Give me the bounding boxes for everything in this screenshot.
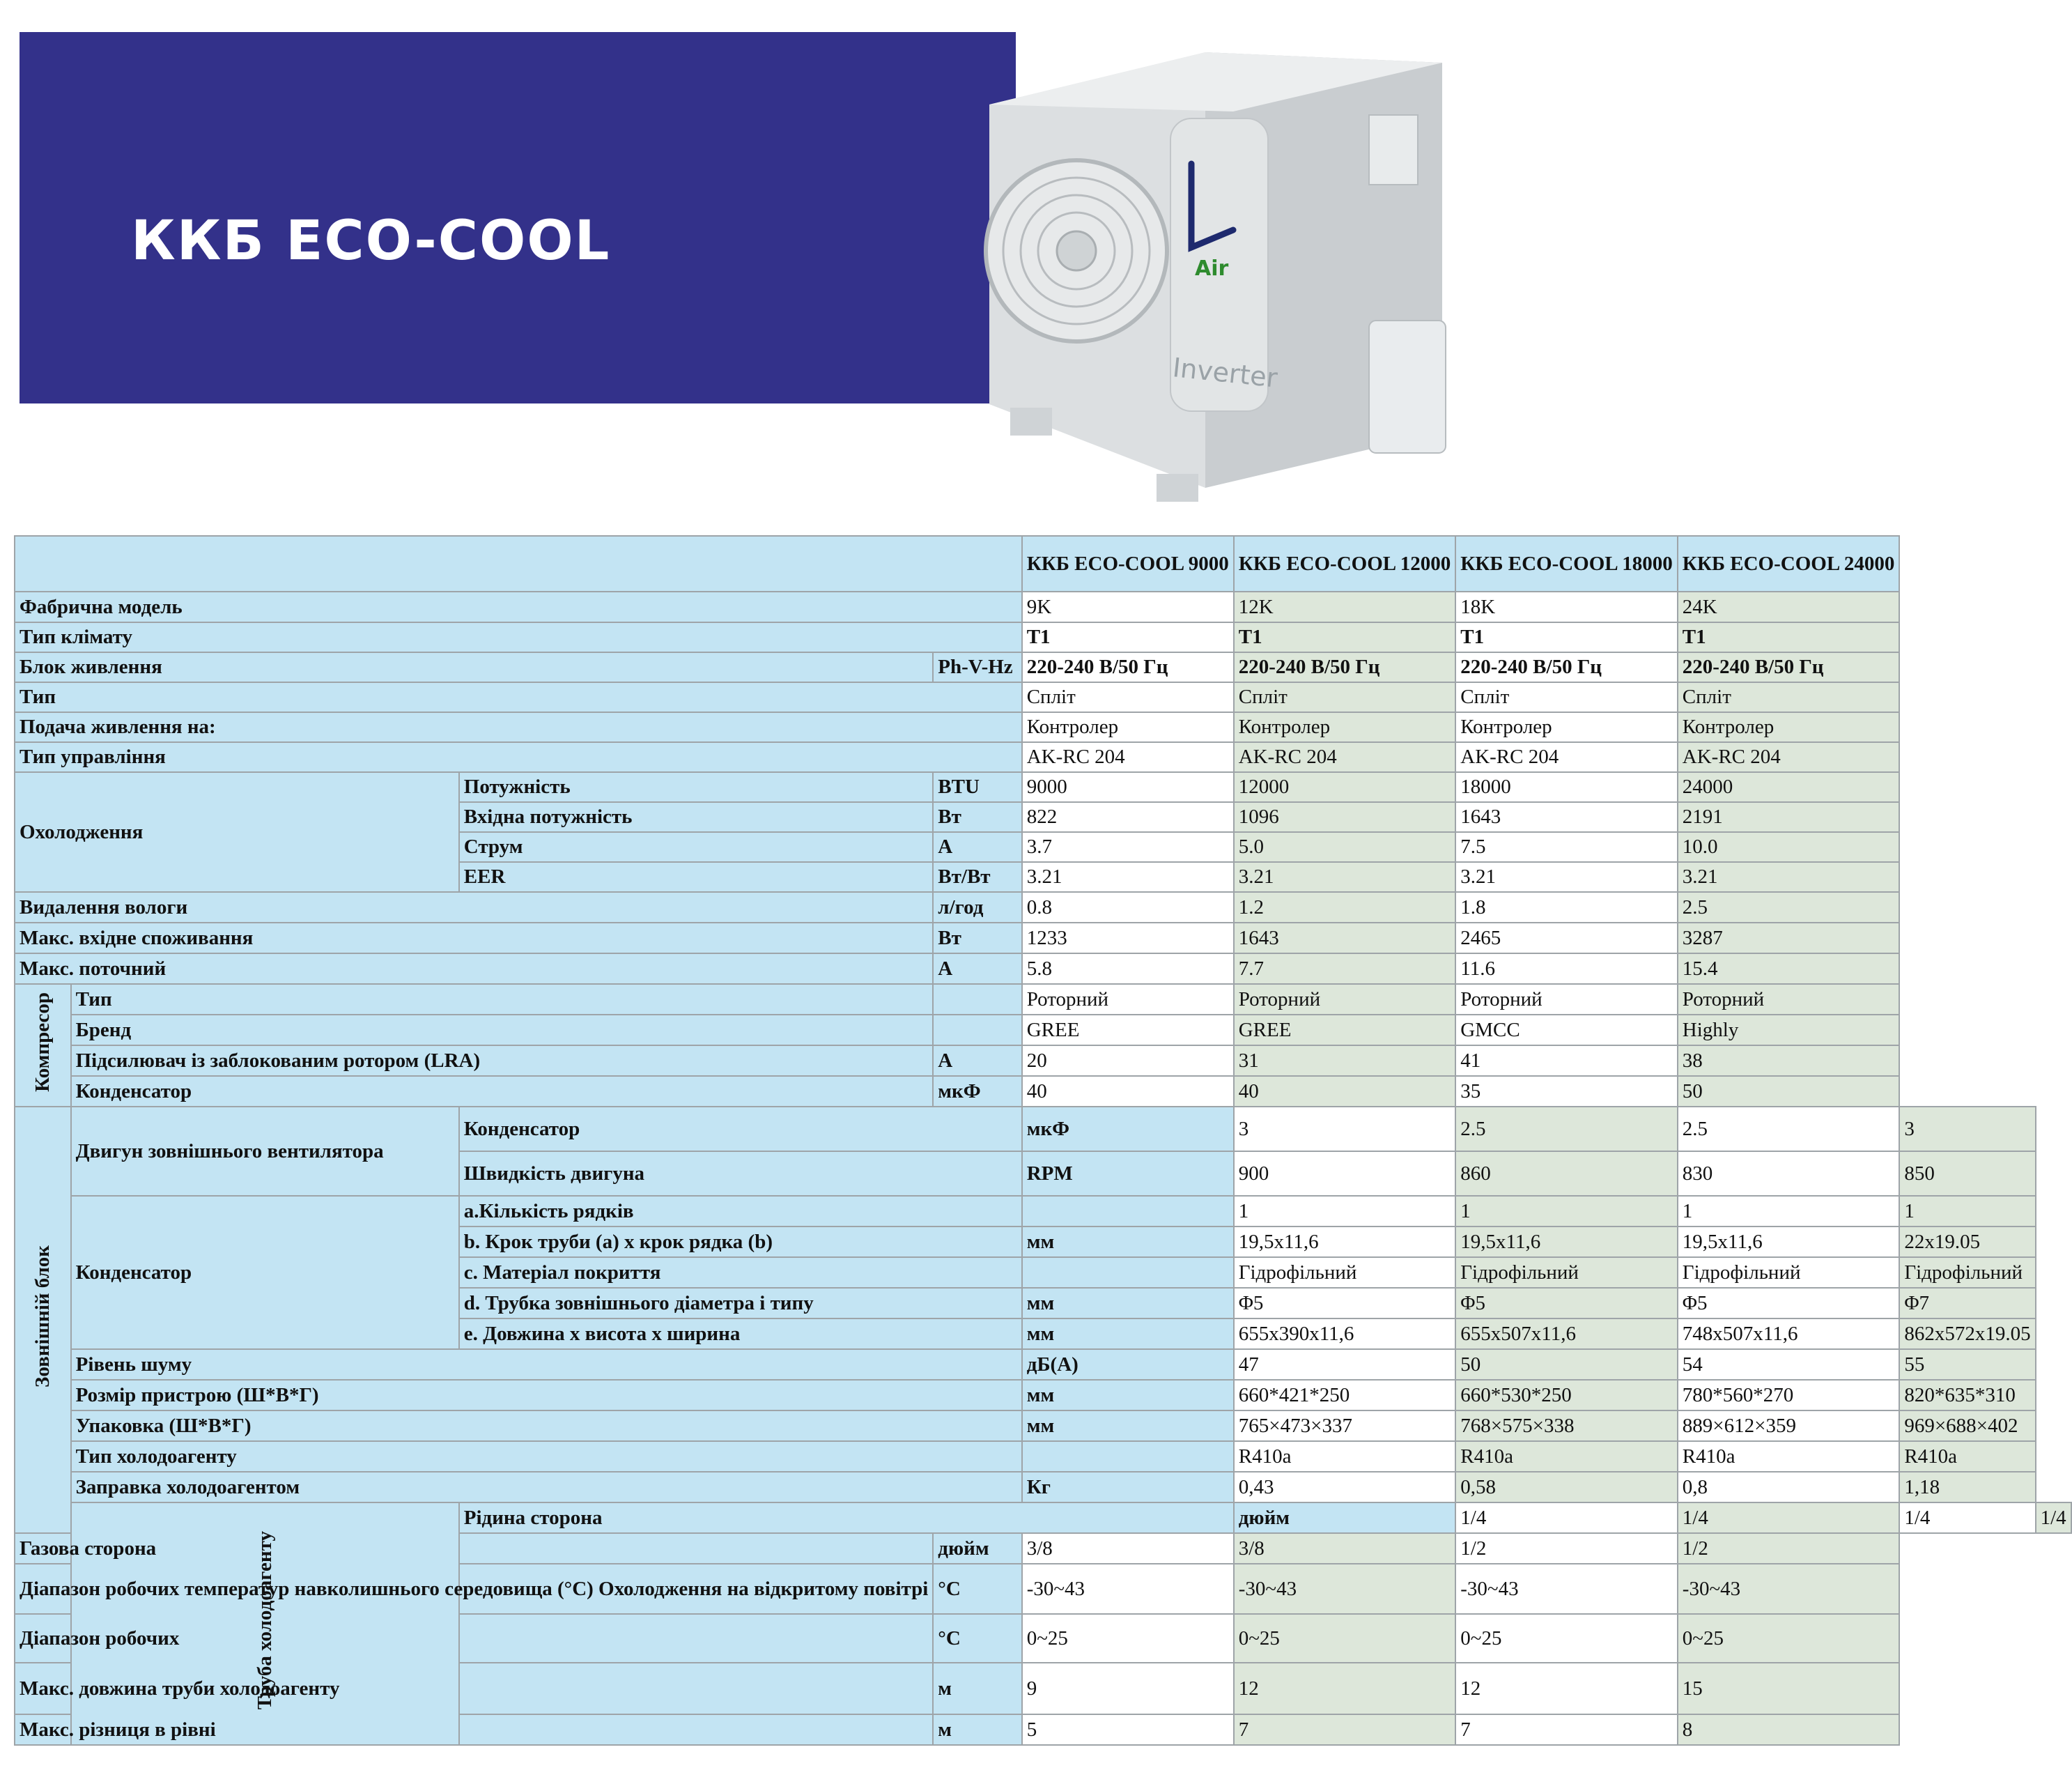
value-cell: 40 (1234, 1076, 1456, 1107)
value-cell: Гідрофільний (1455, 1257, 1678, 1288)
value-cell: 860 (1455, 1151, 1678, 1196)
unit-cell: дюйм (1234, 1502, 1456, 1533)
unit-cell: RPM (1022, 1151, 1234, 1196)
value-cell: 220-240 В/50 Гц (1455, 652, 1678, 682)
value-cell: 969×688×402 (1899, 1410, 2035, 1441)
value-cell: 1 (1899, 1196, 2035, 1226)
value-cell: 50 (1678, 1076, 1900, 1107)
value-cell: 1/4 (2036, 1502, 2071, 1533)
unit-cell (933, 984, 1021, 1015)
value-cell: Контролер (1455, 712, 1678, 742)
value-cell: 1 (1455, 1196, 1678, 1226)
row-label: Макс. різниця в рівні (15, 1714, 933, 1745)
group-label: Конденсатор (71, 1196, 459, 1349)
unit-cell: Вт (933, 802, 1021, 832)
value-cell: 220-240 В/50 Гц (1678, 652, 1900, 682)
value-cell: AK-RC 204 (1234, 742, 1456, 772)
row-label: Вхідна потужність (459, 802, 934, 832)
value-cell: 850 (1899, 1151, 2035, 1196)
group-cell (15, 984, 71, 1107)
value-cell: 1 (1678, 1196, 1900, 1226)
row-label: Рівень шуму (71, 1349, 1022, 1380)
unit-cell: мм (1022, 1226, 1234, 1257)
value-cell: GREE (1022, 1015, 1234, 1045)
row-label: Упаковка (Ш*В*Г) (71, 1410, 1022, 1441)
value-cell: Спліт (1022, 682, 1234, 712)
value-cell: 35 (1455, 1076, 1678, 1107)
value-cell: Φ5 (1455, 1288, 1678, 1318)
unit-foot-right (1157, 474, 1198, 502)
value-cell: T1 (1022, 622, 1234, 652)
value-cell: AK-RC 204 (1455, 742, 1678, 772)
row-label: Тип управління (15, 742, 1022, 772)
unit-cell: Вт/Вт (933, 862, 1021, 892)
group-label-vertical: Компресор (31, 992, 54, 1092)
table-row (15, 592, 2071, 622)
value-cell: Гідрофільний (1899, 1257, 2035, 1288)
value-cell: 2191 (1678, 802, 1900, 832)
table-row (15, 923, 2071, 953)
value-cell: 1.2 (1234, 892, 1456, 923)
header-blank-cell (15, 536, 1022, 592)
row-label: Струм (459, 832, 934, 862)
value-cell: 3.21 (1022, 862, 1234, 892)
table-row (15, 1714, 2071, 1745)
value-cell: 15.4 (1678, 953, 1900, 984)
table-row (15, 1045, 2071, 1076)
value-cell: 3 (1899, 1107, 2035, 1151)
column-header: ККБ ECO-COOL 9000 (1022, 536, 1234, 592)
unit-cell: м (933, 1663, 1021, 1714)
value-cell: 1/4 (1678, 1502, 1900, 1533)
unit-cell: мм (1022, 1288, 1234, 1318)
value-cell: 12 (1234, 1663, 1456, 1714)
value-cell: 5.0 (1234, 832, 1456, 862)
value-cell: 3.21 (1234, 862, 1456, 892)
unit-cell: мм (1022, 1380, 1234, 1410)
title-banner (20, 32, 1016, 403)
value-cell: Роторний (1455, 984, 1678, 1015)
value-cell: R410a (1678, 1441, 1900, 1472)
value-cell: Гідрофільний (1678, 1257, 1900, 1288)
value-cell: 0~25 (1455, 1614, 1678, 1663)
value-cell: Спліт (1678, 682, 1900, 712)
unit-cell: мкФ (933, 1076, 1021, 1107)
value-cell: 830 (1678, 1151, 1900, 1196)
value-cell: 9K (1022, 592, 1234, 622)
unit-cell: °C (933, 1614, 1021, 1663)
row-label: Макс. вхідне споживання (15, 923, 933, 953)
value-cell: 1/2 (1678, 1533, 1900, 1564)
value-cell: Спліт (1234, 682, 1456, 712)
table-row (15, 622, 2071, 652)
value-cell: 0,43 (1234, 1472, 1456, 1502)
value-cell: 20 (1022, 1045, 1234, 1076)
row-label: Швидкість двигуна (459, 1151, 1022, 1196)
value-cell: 15 (1678, 1663, 1900, 1714)
value-cell: 24K (1678, 592, 1900, 622)
value-cell: Φ7 (1899, 1288, 2035, 1318)
value-cell: 3/8 (1022, 1533, 1234, 1564)
value-cell: Контролер (1234, 712, 1456, 742)
row-label: Подача живлення на: (15, 712, 1022, 742)
value-cell: 8 (1678, 1714, 1900, 1745)
value-cell: 19,5x11,6 (1678, 1226, 1900, 1257)
value-cell: 0,8 (1678, 1472, 1900, 1502)
table-row (15, 1663, 2071, 1714)
table-row (15, 1076, 2071, 1107)
value-cell: GMCC (1455, 1015, 1678, 1045)
value-cell: 1/4 (1899, 1502, 2035, 1533)
row-label: Тип холодоагенту (71, 1441, 1022, 1472)
value-cell: 3287 (1678, 923, 1900, 953)
value-cell: -30~43 (1022, 1564, 1234, 1614)
value-cell: 41 (1455, 1045, 1678, 1076)
value-cell: Контролер (1022, 712, 1234, 742)
unit-cell: Ph-V-Hz (933, 652, 1021, 682)
value-cell: 820*635*310 (1899, 1380, 2035, 1410)
value-cell: R410a (1234, 1441, 1456, 1472)
value-cell: 0.8 (1022, 892, 1234, 923)
row-label: Конденсатор (459, 1107, 1022, 1151)
brand-mark: Air (1195, 256, 1229, 281)
value-cell: T1 (1455, 622, 1678, 652)
spec-table-wrap (14, 535, 2072, 1746)
unit-cell: м (933, 1714, 1021, 1745)
value-cell: 19,5x11,6 (1234, 1226, 1456, 1257)
row-label: Діапазон робочих температур навколишнього середовища (°C) Охолодження на відкритому повітрі (15, 1564, 933, 1614)
row-label: Макс. поточний (15, 953, 933, 984)
table-row (15, 1472, 2071, 1502)
value-cell: 780*560*270 (1678, 1380, 1900, 1410)
group-label: Охолодження (15, 772, 459, 892)
unit-cell: дюйм (933, 1533, 1021, 1564)
value-cell: 0~25 (1234, 1614, 1456, 1663)
table-row (15, 1441, 2071, 1472)
value-cell: 7.5 (1455, 832, 1678, 862)
value-cell: 768×575×338 (1455, 1410, 1678, 1441)
value-cell: 2.5 (1678, 1107, 1900, 1151)
value-cell: 12 (1455, 1663, 1678, 1714)
value-cell: 2.5 (1678, 892, 1900, 923)
value-cell: 50 (1455, 1349, 1678, 1380)
value-cell: 220-240 В/50 Гц (1022, 652, 1234, 682)
value-cell: GREE (1234, 1015, 1456, 1045)
group-cell (15, 1107, 71, 1533)
table-row (15, 1564, 2071, 1614)
value-cell: 9000 (1022, 772, 1234, 802)
value-cell: 22x19.05 (1899, 1226, 2035, 1257)
value-cell: 889×612×359 (1678, 1410, 1900, 1441)
row-label: Заправка холодоагентом (71, 1472, 1022, 1502)
row-label: Діапазон робочих (15, 1614, 933, 1663)
column-header: ККБ ECO-COOL 12000 (1234, 536, 1456, 592)
value-cell: T1 (1234, 622, 1456, 652)
table-row (15, 1380, 2071, 1410)
value-cell: 3 (1234, 1107, 1456, 1151)
value-cell: -30~43 (1678, 1564, 1900, 1614)
table-row (15, 892, 2071, 923)
value-cell: 3.21 (1455, 862, 1678, 892)
value-cell: 655x507x11,6 (1455, 1318, 1678, 1349)
value-cell: Φ5 (1234, 1288, 1456, 1318)
value-cell: 31 (1234, 1045, 1456, 1076)
value-cell: 12K (1234, 592, 1456, 622)
row-label: Тип клімату (15, 622, 1022, 652)
row-label: c. Матеріал покриття (459, 1257, 1022, 1288)
unit-cell: мкФ (1022, 1107, 1234, 1151)
value-cell: 2.5 (1455, 1107, 1678, 1151)
value-cell: 3.7 (1022, 832, 1234, 862)
row-label: Фабрична модель (15, 592, 1022, 622)
value-cell: Роторний (1022, 984, 1234, 1015)
value-cell: R410a (1455, 1441, 1678, 1472)
value-cell: 0,58 (1455, 1472, 1678, 1502)
unit-cell (1022, 1441, 1234, 1472)
group-label-vertical: Труба холодоагенту (254, 1531, 277, 1710)
value-cell: 1 (1234, 1196, 1456, 1226)
unit-cell: дБ(А) (1022, 1349, 1234, 1380)
value-cell: 822 (1022, 802, 1234, 832)
value-cell: 9 (1022, 1663, 1234, 1714)
row-label: Конденсатор (71, 1076, 934, 1107)
value-cell: 18K (1455, 592, 1678, 622)
value-cell: 862x572x19.05 (1899, 1318, 2035, 1349)
value-cell: 38 (1678, 1045, 1900, 1076)
value-cell: 10.0 (1678, 832, 1900, 862)
value-cell: 3/8 (1234, 1533, 1456, 1564)
unit-cell: Кг (1022, 1472, 1234, 1502)
table-row (15, 712, 2071, 742)
table-row (15, 652, 2071, 682)
unit-cell (1022, 1257, 1234, 1288)
unit-cell: А (933, 832, 1021, 862)
value-cell: 765×473×337 (1234, 1410, 1456, 1441)
row-label: Тип (71, 984, 934, 1015)
value-cell: R410a (1899, 1441, 2035, 1472)
value-cell: 900 (1234, 1151, 1456, 1196)
unit-foot-left (1010, 408, 1052, 436)
value-cell: 5.8 (1022, 953, 1234, 984)
unit-cell: А (933, 1045, 1021, 1076)
value-cell: AK-RC 204 (1022, 742, 1234, 772)
value-cell: 24000 (1678, 772, 1900, 802)
table-row (15, 772, 2071, 802)
value-cell: 40 (1022, 1076, 1234, 1107)
valve-cover (1369, 321, 1446, 453)
table-row (15, 1015, 2071, 1045)
value-cell: 1/4 (1455, 1502, 1678, 1533)
unit-cell: °C (933, 1564, 1021, 1614)
group-label: Двигун зовнішнього вентилятора (71, 1107, 459, 1196)
row-label: Макс. довжина труби холодоагенту (15, 1663, 933, 1714)
unit-cell: л/год (933, 892, 1021, 923)
value-cell: 0~25 (1678, 1614, 1900, 1663)
column-header: ККБ ECO-COOL 18000 (1455, 536, 1678, 592)
value-cell: 3.21 (1678, 862, 1900, 892)
row-label: b. Крок труби (a) x крок рядка (b) (459, 1226, 1022, 1257)
value-cell: T1 (1678, 622, 1900, 652)
table-row (15, 1614, 2071, 1663)
value-cell: 7 (1234, 1714, 1456, 1745)
value-cell: 55 (1899, 1349, 2035, 1380)
row-label: Видалення вологи (15, 892, 933, 923)
row-label: Блок живлення (15, 652, 933, 682)
value-cell: 1233 (1022, 923, 1234, 953)
value-cell: 12000 (1234, 772, 1456, 802)
value-cell: 660*421*250 (1234, 1380, 1456, 1410)
unit-cell: мм (1022, 1410, 1234, 1441)
value-cell: 2465 (1455, 923, 1678, 953)
value-cell: AK-RC 204 (1678, 742, 1900, 772)
row-label: Розмір пристрою (Ш*В*Г) (71, 1380, 1022, 1410)
value-cell: 7.7 (1234, 953, 1456, 984)
spec-table (14, 535, 2072, 1746)
unit-cell: мм (1022, 1318, 1234, 1349)
table-row (15, 1196, 2071, 1226)
column-header: ККБ ECO-COOL 24000 (1678, 536, 1900, 592)
row-label: Рідина сторона (459, 1502, 1234, 1533)
value-cell: 1.8 (1455, 892, 1678, 923)
unit-cell: BTU (933, 772, 1021, 802)
outdoor-unit-image (982, 14, 1463, 509)
value-cell: 1643 (1455, 802, 1678, 832)
service-handle (1369, 115, 1418, 185)
table-row (15, 1107, 2071, 1151)
unit-cell (933, 1015, 1021, 1045)
value-cell: 1/2 (1455, 1533, 1678, 1564)
value-cell: 47 (1234, 1349, 1456, 1380)
unit-cell: А (933, 953, 1021, 984)
value-cell: Роторний (1234, 984, 1456, 1015)
value-cell: 1643 (1234, 923, 1456, 953)
value-cell: 7 (1455, 1714, 1678, 1745)
inverter-label: Inverter (1171, 352, 1279, 394)
unit-cell: Вт (933, 923, 1021, 953)
row-label: Газова сторона (15, 1533, 933, 1564)
value-cell: 18000 (1455, 772, 1678, 802)
row-label: d. Трубка зовнішнього діаметра і типу (459, 1288, 1022, 1318)
value-cell: Гідрофільний (1234, 1257, 1456, 1288)
table-header-row (15, 536, 2071, 592)
row-label: Бренд (71, 1015, 934, 1045)
value-cell: 1096 (1234, 802, 1456, 832)
row-label: Підсилювач із заблокованим ротором (LRA) (71, 1045, 934, 1076)
value-cell: -30~43 (1234, 1564, 1456, 1614)
value-cell: 660*530*250 (1455, 1380, 1678, 1410)
banner-title: ККБ ECO-COOL (131, 210, 611, 272)
value-cell: 655x390x11,6 (1234, 1318, 1456, 1349)
row-label: Потужність (459, 772, 934, 802)
value-cell: -30~43 (1455, 1564, 1678, 1614)
row-label: a.Кількість рядків (459, 1196, 1022, 1226)
value-cell: Спліт (1455, 682, 1678, 712)
table-row (15, 742, 2071, 772)
row-label: e. Довжина x висота x ширина (459, 1318, 1022, 1349)
table-row (15, 953, 2071, 984)
value-cell: Роторний (1678, 984, 1900, 1015)
table-row (15, 1349, 2071, 1380)
group-label-vertical: Зовнішній блок (31, 1245, 54, 1388)
table-row (15, 1533, 2071, 1564)
value-cell: 19,5x11,6 (1455, 1226, 1678, 1257)
unit-cell (1022, 1196, 1234, 1226)
value-cell: 0~25 (1022, 1614, 1234, 1663)
row-label: EER (459, 862, 934, 892)
value-cell: Φ5 (1678, 1288, 1900, 1318)
value-cell: 748x507x11,6 (1678, 1318, 1900, 1349)
value-cell: 54 (1678, 1349, 1900, 1380)
table-row (15, 1410, 2071, 1441)
value-cell: 1,18 (1899, 1472, 2035, 1502)
row-label: Тип (15, 682, 1022, 712)
value-cell: Контролер (1678, 712, 1900, 742)
value-cell: Highly (1678, 1015, 1900, 1045)
value-cell: 11.6 (1455, 953, 1678, 984)
table-row (15, 682, 2071, 712)
table-row (15, 1502, 2071, 1533)
value-cell: 5 (1022, 1714, 1234, 1745)
table-row (15, 984, 2071, 1015)
value-cell: 220-240 В/50 Гц (1234, 652, 1456, 682)
